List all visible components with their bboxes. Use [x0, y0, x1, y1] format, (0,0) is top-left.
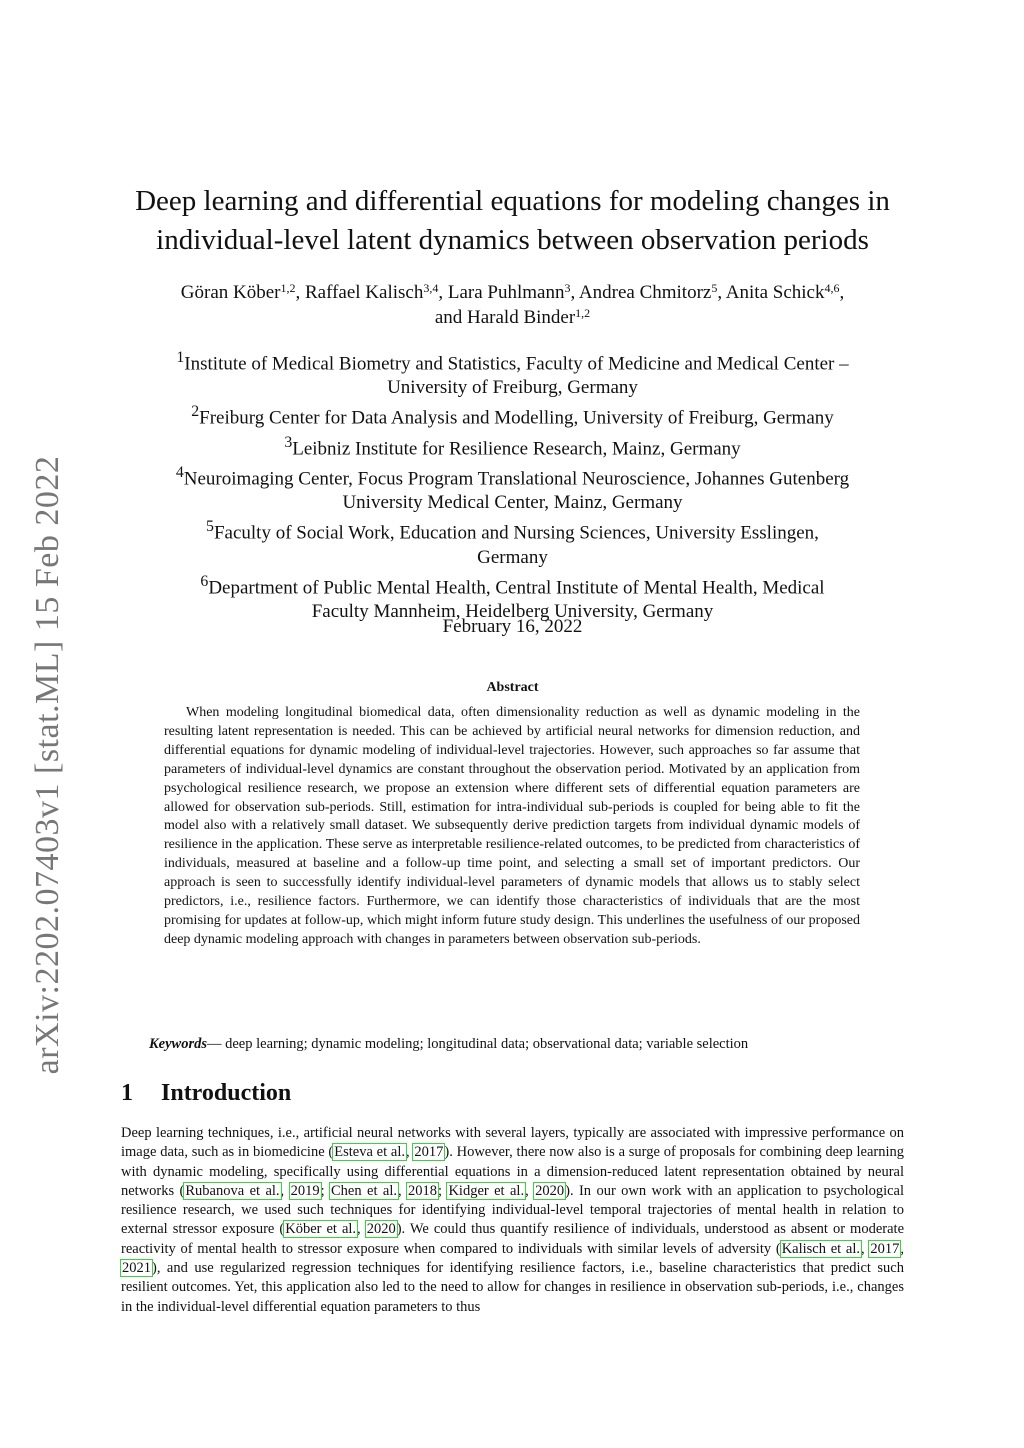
affiliation-line — [121, 570, 904, 600]
citation-link[interactable]: Rubanova et al. — [185, 1182, 280, 1199]
citation-link[interactable]: 2018 — [408, 1182, 438, 1199]
citation-separator: , — [280, 1182, 290, 1199]
paper-title-line: individual-level latent dynamics between observation periods — [156, 224, 869, 256]
author-name: and Harald Binder — [434, 307, 576, 328]
abstract-heading: Abstract — [486, 680, 539, 695]
author-line — [121, 280, 904, 305]
affiliation — [121, 400, 904, 430]
body-text: ), and use regularized regression techniques for identifying resilience factors, i.e., baseline characteristics that predict such resilient outcomes. Yet, this application also led to the need to allow for changes in resilience in observation sub-periods, i.e., changes in the individual-level differential equation parameters to thus — [121, 1260, 904, 1315]
affiliation-line — [121, 400, 904, 430]
author-affiliation-mark: 3 — [564, 281, 571, 295]
affiliation-number: 2 — [191, 403, 200, 421]
citation-link[interactable]: 2017 — [414, 1144, 444, 1161]
citation-link[interactable]: Esteva et al. — [334, 1144, 405, 1161]
citation-link[interactable]: 2020 — [366, 1221, 396, 1238]
author-separator: , — [295, 282, 305, 303]
affiliation-line — [121, 461, 904, 491]
author-affiliation-mark: 1,2 — [280, 281, 296, 295]
citation-separator: , — [900, 1240, 905, 1257]
arxiv-identifier-text: arXiv:2202.07403v1 [stat.ML] 15 Feb 2022 — [29, 455, 66, 1075]
affiliation-text: Neuroimaging Center, Focus Program Translational Neuroscience, Johannes Gutenberg — [183, 468, 850, 490]
affiliation-text: Institute of Medical Biometry and Statistics, Faculty of Medicine and Medical Center – — [184, 353, 849, 375]
author-line — [121, 305, 904, 330]
affiliation — [121, 431, 904, 461]
affiliation-text: Faculty of Social Work, Education and Nursing Sciences, University Esslingen, — [213, 522, 819, 544]
affiliation-line: University Medical Center, Mainz, Germany — [342, 492, 683, 514]
keywords-line — [149, 1036, 909, 1053]
citation-link[interactable]: Kidger et al. — [448, 1182, 525, 1199]
author-list — [121, 280, 904, 330]
citation-link[interactable]: 2019 — [290, 1182, 320, 1199]
affiliation-line: Germany — [477, 546, 548, 568]
affiliation-list — [121, 346, 904, 624]
citation-separator: , — [861, 1240, 870, 1257]
affiliation-line: University of Freiburg, Germany — [387, 377, 638, 399]
affiliation-number: 6 — [200, 572, 209, 590]
arxiv-identifier-stamp — [18, 440, 78, 1090]
citation-separator: ; — [320, 1182, 331, 1199]
author-name: Göran Köber — [180, 282, 281, 303]
affiliation — [121, 515, 904, 569]
affiliation-text: Department of Public Mental Health, Central Institute of Mental Health, Medical — [208, 576, 825, 598]
citation-link[interactable]: 2020 — [535, 1182, 565, 1199]
author-name: Lara Puhlmann — [447, 282, 565, 303]
keywords-label: Keywords — [149, 1036, 207, 1052]
author-separator: , — [717, 282, 726, 303]
body-text: Deep learning techniques, i.e., artificial neural networks with several layers, typically are associated with impressive performance on image data, such as in biomedicine ( — [121, 1125, 904, 1161]
publication-date: February 16, 2022 — [442, 616, 583, 637]
affiliation-line — [121, 431, 904, 461]
section-title: Introduction — [161, 1080, 292, 1106]
introduction-paragraph — [121, 1124, 904, 1317]
affiliation-line — [121, 515, 904, 545]
affiliation-number: 5 — [206, 518, 214, 536]
citation-link[interactable]: 2017 — [870, 1240, 900, 1257]
affiliation — [121, 346, 904, 400]
affiliation-text: Leibniz Institute for Resilience Research, Mainz, Germany — [292, 437, 741, 459]
author-affiliation-mark: 4,6 — [824, 281, 840, 295]
citation-separator: , — [357, 1221, 366, 1238]
affiliation-number: 4 — [175, 463, 184, 481]
affiliation-line — [121, 346, 904, 376]
affiliation — [121, 461, 904, 515]
author-affiliation-mark: 3,4 — [423, 281, 439, 295]
section-heading — [121, 1080, 291, 1107]
author-separator: , — [438, 282, 448, 303]
paper-title — [121, 182, 904, 260]
body-text: ). However, there now also is a surge of proposals for combining deep learning with dynamic modeling, specifically using differential equations in a dimension-reduced latent representation obtained by neural networks ( — [121, 1144, 904, 1199]
abstract-body: When modeling longitudinal biomedical data, often dimensionality reduction as well as dynamic modeling in the resulting latent representation is needed. This can be achieved by artificial neural networks for dimension reduction, and differential equations for dynamic modeling of individual-level trajectories. However, such approaches so far assume that parameters of individual-level dynamics are constant throughout the observation period. Motivated by an application from psychological resilience research, we propose an extension where different sets of differential equation parameters are allowed for observation sub-periods. Still, estimation for intra-individual sub-periods is coupled for being able to fit the model also with a relatively small dataset. We subsequently derive prediction targets from individual dynamic models of resilience in the application. These serve as interpretable resilience-related outcomes, to be predicted from characteristics of individuals, measured at baseline and a follow-up time point, and selecting a small set of important predictors. Our approach is seen to successfully identify individual-level parameters of dynamic models that allows us to stably select predictors, i.e., resilience factors. Furthermore, we can identify those characteristics of individuals that are the most promising for updates at follow-up, which might inform future study design. This underlines the usefulness of our proposed deep dynamic modeling approach with changes in parameters between observation sub-periods. — [164, 705, 860, 947]
affiliation-text: Freiburg Center for Data Analysis and Modelling, University of Freiburg, Germany — [199, 407, 834, 429]
keywords-text: — deep learning; dynamic modeling; longitudinal data; observational data; variable selection — [207, 1036, 749, 1052]
author-name: Andrea Chmitorz — [578, 282, 712, 303]
author-separator: , — [570, 282, 579, 303]
citation-link[interactable]: Chen et al. — [331, 1182, 397, 1199]
paper-title-line: Deep learning and differential equations for modeling changes in — [135, 185, 890, 217]
citation-link[interactable]: Köber et al. — [285, 1221, 357, 1238]
affiliation-line: Faculty Mannheim, Heidelberg University, Germany — [311, 600, 714, 622]
section-number: 1 — [121, 1080, 133, 1106]
citation-link[interactable]: Kalisch et al. — [781, 1240, 861, 1257]
citation-separator: , — [525, 1182, 535, 1199]
citation-link[interactable]: 2021 — [122, 1260, 151, 1277]
author-name: Anita Schick — [725, 282, 825, 303]
author-separator: , — [839, 282, 845, 303]
affiliation-number: 3 — [284, 433, 293, 451]
citation-separator: , — [405, 1144, 414, 1161]
author-name: Raffael Kalisch — [304, 282, 424, 303]
citation-separator: ; — [438, 1182, 448, 1199]
author-affiliation-mark: 5 — [711, 281, 718, 295]
citation-separator: , — [397, 1182, 408, 1199]
body-text: ). In our own work with an application to psychological resilience research, we used such techniques for identifying individual-level temporal trajectories of mental health in relation to external stressor exposure ( — [121, 1182, 905, 1238]
body-text: ). We could thus quantify resilience of individuals, understood as absent or moderate reactivity of mental health to stressor exposure when compared to individuals with similar levels of adversity ( — [121, 1221, 904, 1257]
affiliation-number: 1 — [176, 349, 185, 366]
author-affiliation-mark: 1,2 — [575, 306, 591, 320]
